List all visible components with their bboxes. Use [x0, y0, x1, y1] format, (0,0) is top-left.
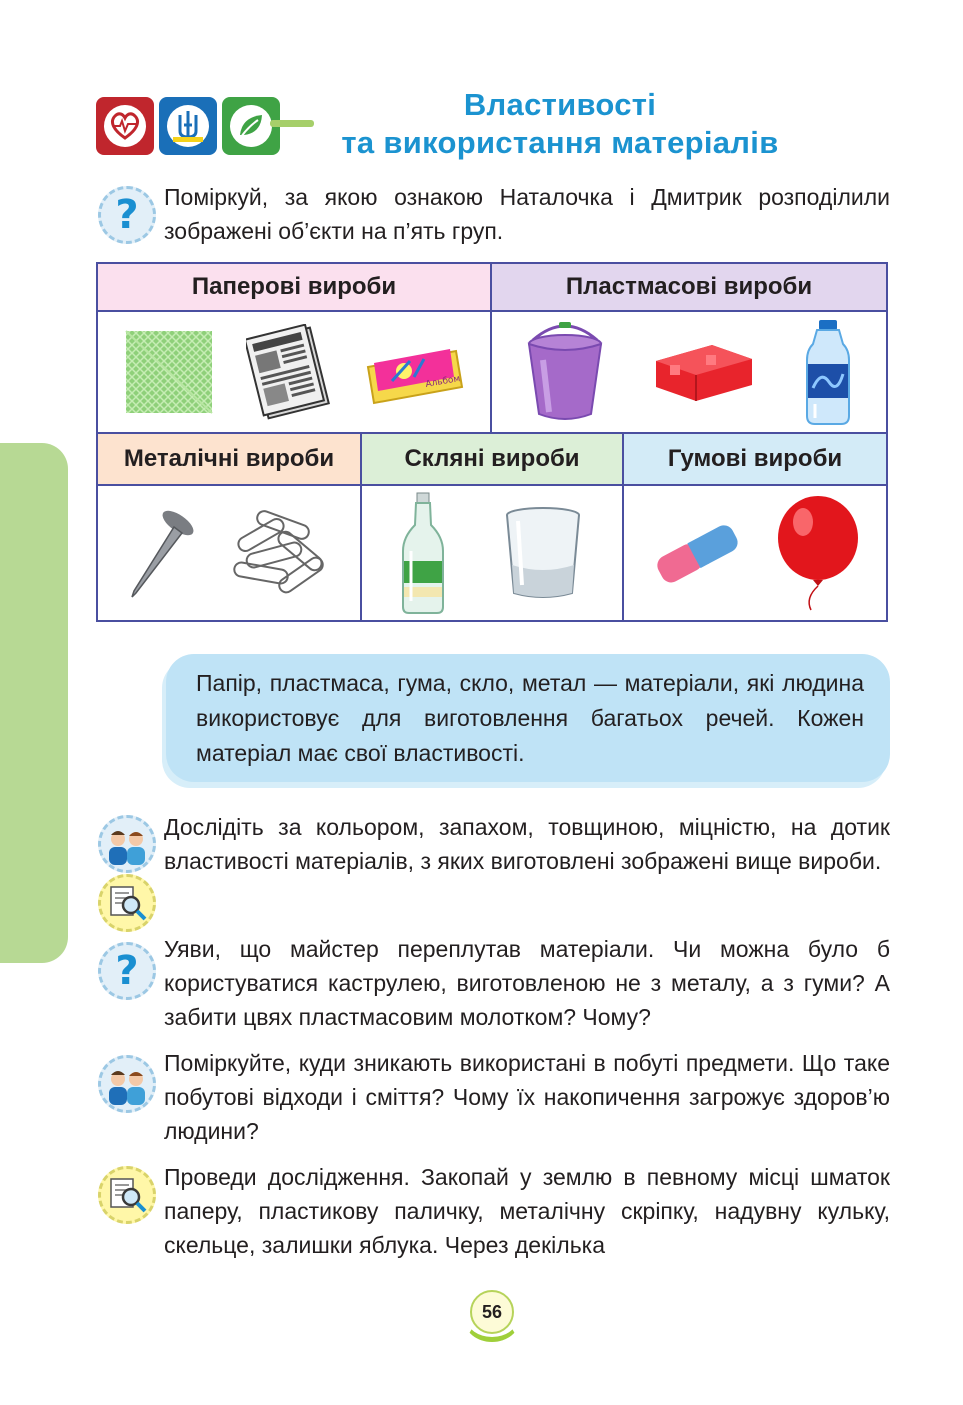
- metal-items: [98, 486, 362, 620]
- question-icon: ?: [98, 186, 156, 244]
- page-number-text: 56: [470, 1290, 514, 1334]
- balloon-image: [775, 494, 861, 612]
- research-icon: [98, 874, 156, 932]
- glass-bottle-image: [401, 491, 445, 615]
- question-icon: ?: [98, 942, 156, 1000]
- bucket-image: [525, 320, 605, 424]
- nail-image: [120, 505, 202, 601]
- header-glass: Скляні вироби: [362, 434, 624, 486]
- side-tab: [0, 443, 68, 963]
- svg-text:Альбом: Альбом: [424, 374, 462, 390]
- newspaper-image: [246, 324, 332, 420]
- paper-clips-image: [226, 508, 338, 598]
- page-title: [310, 86, 810, 162]
- glass-items: [362, 486, 624, 620]
- research-icon: [98, 1166, 156, 1224]
- task-research-experiment: Проведи дослідження. Закопай у землю в певному місці шматок паперу, пластикову паличку, металічну скріпку, надувну кульку, скельце, залишки яблука. Через декілька: [164, 1164, 890, 1258]
- header-divider: [270, 120, 314, 127]
- plastic-block-image: [652, 337, 756, 407]
- ukraine-trident-icon: [159, 97, 217, 155]
- page-number: [464, 1286, 520, 1342]
- rubber-items: [624, 486, 886, 620]
- title-line-2: та використання матеріалів: [341, 125, 779, 160]
- header-icons: [96, 97, 280, 155]
- plastic-items: [492, 312, 886, 434]
- info-box: [166, 654, 890, 782]
- header-plastic: Пластмасові вироби: [492, 264, 886, 312]
- album-image: [364, 337, 464, 407]
- header-metal: Металічні вироби: [98, 434, 362, 486]
- header-paper: Паперові вироби: [98, 264, 492, 312]
- drinking-glass-image: [502, 505, 584, 601]
- team-work-icon: [98, 815, 156, 873]
- task-explore-materials: Дослідіть за кольором, запахом, товщиною, міцністю, на дотик властивості матеріалів, з яких виготовлені зображені вище вироби.: [164, 814, 890, 874]
- napkin-image: [124, 329, 214, 415]
- paper-items: [98, 312, 492, 434]
- materials-table: [96, 262, 888, 622]
- intro-question: Поміркуй, за якою ознакою Наталочка і Дмитрик розподілили зображені об’єкти на п’ять груп.: [164, 184, 890, 244]
- eraser-image: [649, 518, 745, 588]
- info-text: Папір, пластмаса, гума, скло, метал — матеріали, які людина використовує для виготовлення багатьох речей. Кожен матеріал має свої властивості.: [196, 670, 864, 766]
- heart-health-icon: [96, 97, 154, 155]
- title-line-1: Властивості: [463, 87, 657, 122]
- team-work-icon: [98, 1055, 156, 1113]
- task-imagine-master: Уяви, що майстер переплутав матеріали. Чи можна було б користуватися каструлею, виготовленою не з металу, а з гуми? А забити цвях пластмасовим молотком? Чому?: [164, 936, 890, 1030]
- plastic-bottle-image: [803, 318, 853, 426]
- header-rubber: Гумові вироби: [624, 434, 886, 486]
- task-household-waste: Поміркуйте, куди зникають використані в побуті предмети. Що таке побутові відходи і сміття? Чому їх накопичення загрожує здоров’ю людини?: [164, 1050, 890, 1144]
